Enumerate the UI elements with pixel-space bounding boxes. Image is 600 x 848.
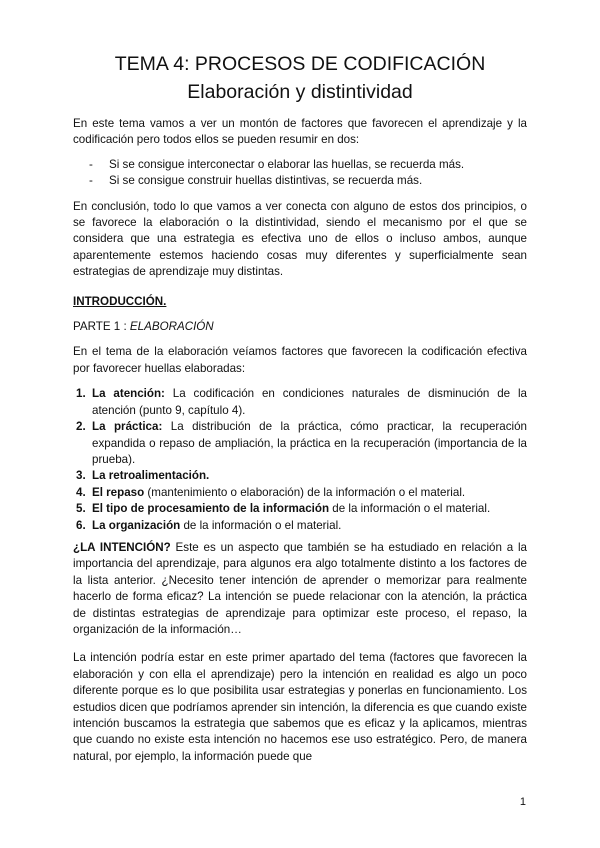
list-number: 2. bbox=[76, 420, 86, 434]
part-label: PARTE 1 : bbox=[73, 320, 130, 334]
list-number: 6. bbox=[76, 518, 86, 532]
factor-term: El repaso bbox=[92, 485, 145, 499]
list-number: 3. bbox=[76, 469, 86, 483]
dash-bullet: - bbox=[89, 174, 93, 188]
list-item bbox=[73, 419, 527, 468]
part-heading bbox=[73, 319, 527, 335]
factor-text: La distribución de la práctica, cómo practicar, la recuperación expandida o repaso de ampliación, la práctica en la recuperación (importancia de la prueba). bbox=[92, 420, 527, 466]
factor-text: de la información o el material. bbox=[329, 502, 491, 516]
elaboration-intro: En el tema de la elaboración veíamos factores que favorecen la codificación efectiva por favorecer huellas elaboradas: bbox=[73, 345, 527, 375]
intention-text: Este es un aspecto que también se ha estudiado en relación a la importancia del aprendizaje, para algunos era algo totalmente distinto a los factores de la lista anterior. ¿Necesito tener intención de aprender o memorizar para realmente hacerlo de forma eficaz? La intención se puede relacionar con la atención, la práctica de distintas estrategias de aprendizaje para optimizar este proceso, el repaso, la organización de la información… bbox=[73, 540, 527, 636]
intention-lead: ¿LA INTENCIÓN? bbox=[73, 540, 171, 554]
list-item bbox=[73, 485, 527, 501]
factor-term: La práctica: bbox=[92, 420, 163, 434]
list-number: 1. bbox=[76, 387, 86, 401]
list-item-text: Si se consigue construir huellas distintivas, se recuerda más. bbox=[109, 174, 423, 188]
document-subtitle: Elaboración y distintividad bbox=[187, 81, 413, 103]
factor-text: de la información o el material. bbox=[180, 518, 342, 532]
factor-term: La organización bbox=[92, 518, 181, 532]
list-item bbox=[73, 518, 527, 534]
list-number: 5. bbox=[76, 502, 86, 516]
document-title: TEMA 4: PROCESOS DE CODIFICACIÓN bbox=[114, 53, 486, 75]
section-heading: INTRODUCCIÓN. bbox=[73, 294, 167, 308]
list-item bbox=[73, 468, 527, 484]
list-item bbox=[73, 157, 527, 173]
intro-paragraph: En este tema vamos a ver un montón de factores que favorecen el aprendizaje y la codificación pero todos ellos se pueden resumir en dos: bbox=[73, 117, 527, 147]
factor-text: (mantenimiento o elaboración) de la información o el material. bbox=[144, 485, 466, 499]
factor-term: La atención: bbox=[92, 387, 165, 401]
list-item bbox=[73, 501, 527, 517]
factors-list bbox=[73, 386, 527, 534]
intention-paragraph-2: La intención podría estar en este primer apartado del tema (factores que favorecen la elaboración y con ella el aprendizaje) pero la intención en realidad es algo un poco diferente porque es lo que posibilita usar estrategias y ponerlas en funcionamiento. Los estudios dicen que podríamos aprender sin intención, la diferencia es que cuando existe intención buscamos la estrategia que sabemos que es eficaz y la aplicamos, mientras que cuando no existe esta intención no hacemos ese uso estratégico. Pero, de manera natural, por ejemplo, la información puede que bbox=[73, 651, 527, 763]
principles-list bbox=[73, 157, 527, 190]
part-name: ELABORACIÓN bbox=[129, 320, 214, 334]
conclusion-paragraph: En conclusión, todo lo que vamos a ver conecta con alguno de estos dos principios, o se favorece la elaboración o la distintividad, siendo el mecanismo por el que se considera que una estrategia es efectiva uno de ellos o incluso ambos, aunque aparentemente estemos haciendo cosas muy diferentes y superficialmente sean estrategias de aprendizaje muy distintas. bbox=[73, 199, 527, 279]
factor-text: La codificación en condiciones naturales de disminución de la atención (punto 9, capítulo 4). bbox=[92, 387, 527, 417]
list-item-text: Si se consigue interconectar o elaborar las huellas, se recuerda más. bbox=[109, 157, 465, 171]
document-page bbox=[73, 52, 527, 765]
factor-term: La retroalimentación. bbox=[92, 469, 210, 483]
dash-bullet: - bbox=[89, 157, 93, 171]
list-item bbox=[73, 173, 527, 189]
intention-paragraph bbox=[73, 540, 527, 638]
list-number: 4. bbox=[76, 485, 86, 499]
list-item bbox=[73, 386, 527, 419]
factor-term: El tipo de procesamiento de la información bbox=[92, 502, 330, 516]
page-number: 1 bbox=[519, 796, 526, 808]
